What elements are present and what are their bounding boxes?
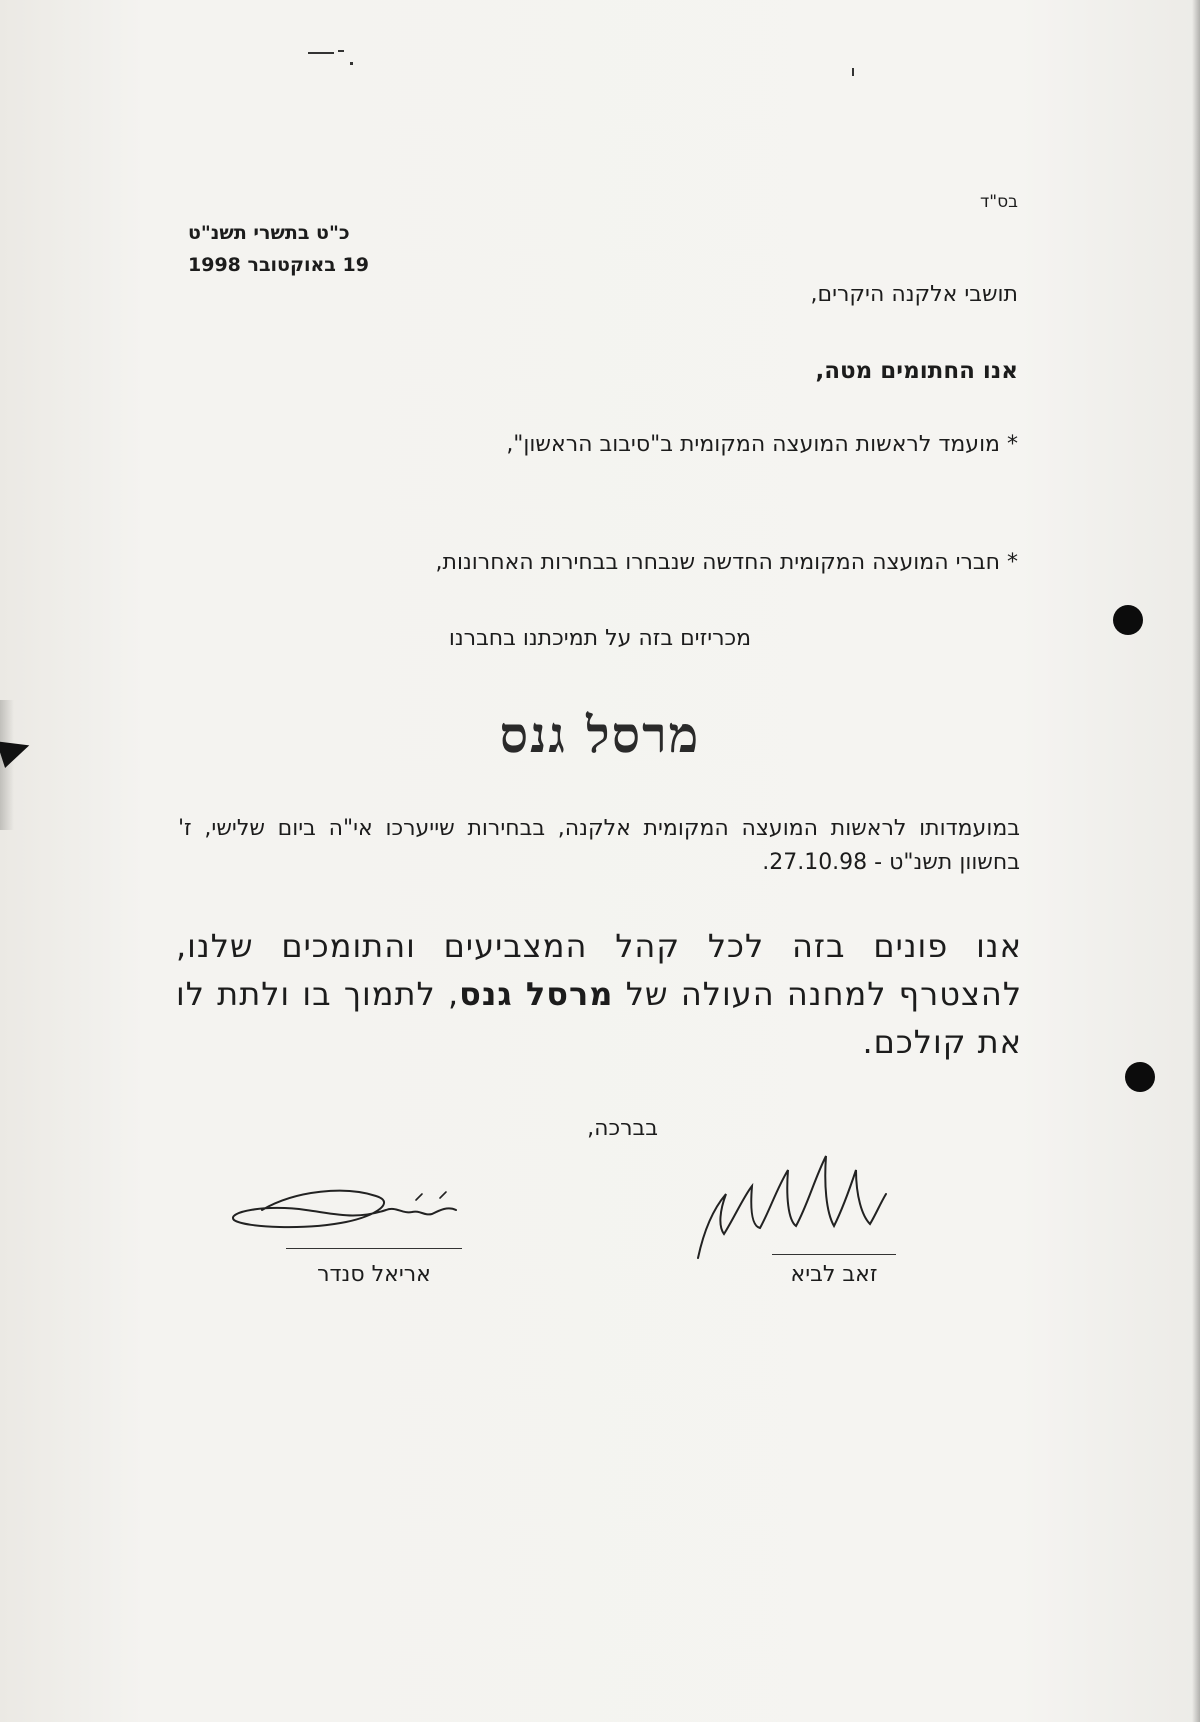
scan-speck (338, 50, 344, 52)
signature-left-handwriting (226, 1180, 476, 1250)
punch-hole (1113, 605, 1143, 635)
signer-name-right: זאב לביא (790, 1262, 878, 1287)
signature-right-handwriting (690, 1130, 900, 1270)
closing-blessing: בברכה, (587, 1116, 658, 1141)
declaration: מכריזים בזה על תמיכתנו בחברנו (448, 626, 752, 651)
scan-speck (852, 68, 854, 76)
appeal-text-end: , לתמוך בו ולתת לו את קולכם. (176, 975, 1022, 1061)
list-item: * מועמד לראשות המועצה המקומית ב"סיבוב הראשון", (506, 432, 1018, 457)
greeting: תושבי אלקנה היקרים, (810, 282, 1018, 307)
date-gregorian: 19 באוקטובר 1998 (188, 254, 369, 276)
signature-line-right (772, 1254, 896, 1255)
scan-speck (350, 62, 353, 65)
date-hebrew: כ"ט בתשרי תשנ"ט (188, 222, 350, 244)
signer-name-left: אריאל סנדר (317, 1262, 431, 1287)
page-edge-shadow (1192, 0, 1200, 1722)
scan-speck (308, 52, 334, 54)
appeal-text-start: אנו פונים בזה לכל קהל המצביעים והתומכים שלנו, להצטרף למחנה העולה של (176, 927, 1023, 1013)
signed-below-heading: אנו החתומים מטה, (815, 358, 1018, 384)
candidate-name-heading: מרסל גנס (499, 705, 701, 764)
list-item: * חברי המועצה המקומית החדשה שנבחרו בבחירות האחרונות, (435, 550, 1018, 575)
body-paragraph: במועמדותו לראשות המועצה המקומית אלקנה, בבחירות שייערכו אי"ה ביום שלישי, ז' בחשוון תשנ"ט - 27.10.98. (178, 816, 1020, 875)
signature-line-left (286, 1248, 462, 1249)
religious-note: בס"ד (980, 192, 1018, 212)
appeal-candidate-name: מרסל גנס (459, 975, 614, 1013)
appeal-paragraph (176, 922, 1022, 1066)
punch-hole (1125, 1062, 1155, 1092)
